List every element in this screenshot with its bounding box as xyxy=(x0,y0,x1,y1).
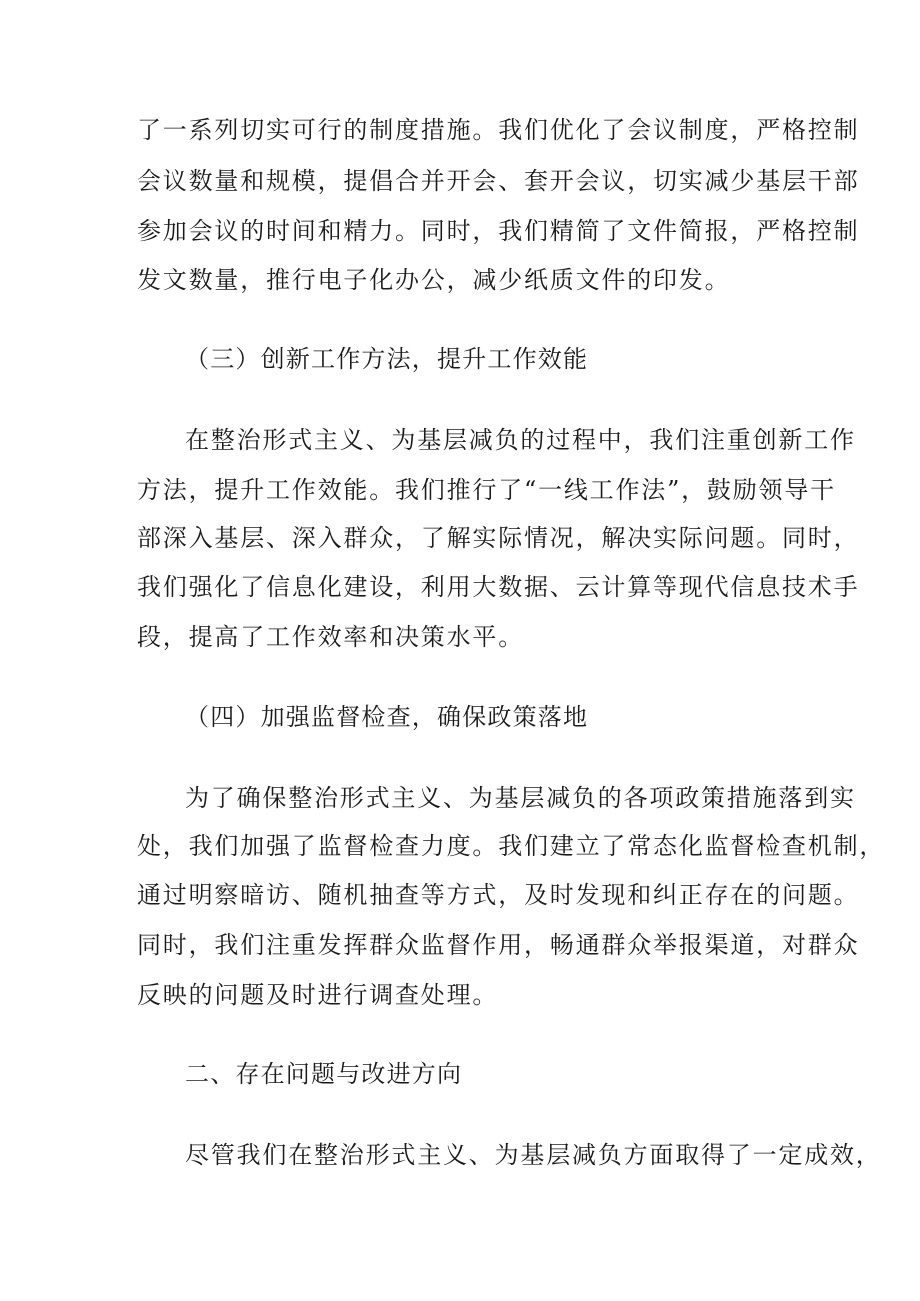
paragraph-line: 会议数量和规模，提倡合并开会、套开会议，切实减少基层干部 xyxy=(137,167,860,195)
paragraph-line: 了一系列切实可行的制度措施。我们优化了会议制度，严格控制 xyxy=(137,116,860,144)
paragraph-line: 部深入基层、深入群众，了解实际情况，解决实际问题。同时， xyxy=(137,524,860,552)
paragraph-line: 反映的问题及时进行调查处理。 xyxy=(137,981,499,1009)
paragraph-line: 参加会议的时间和精力。同时，我们精简了文件简报，严格控制 xyxy=(137,217,860,245)
paragraph-line: 同时，我们注重发挥群众监督作用，畅通群众举报渠道，对群众 xyxy=(137,931,860,959)
paragraph-line: 我们强化了信息化建设，利用大数据、云计算等现代信息技术手 xyxy=(137,573,860,601)
paragraph-line: 通过明察暗访、随机抽查等方式，及时发现和纠正存在的问题。 xyxy=(137,881,860,909)
paragraph-line: 方法，提升工作效能。我们推行了“一线工作法”，鼓励领导干 xyxy=(137,476,836,504)
section-heading-2: 二、存在问题与改进方向 xyxy=(185,1060,463,1088)
paragraph-line: 段，提高了工作效率和决策水平。 xyxy=(137,623,524,651)
section-heading-3: （三）创新工作方法，提升工作效能 xyxy=(185,345,589,373)
section-heading-4: （四）加强监督检查，确保政策落地 xyxy=(185,703,589,731)
paragraph-line: 处，我们加强了监督检查力度。我们建立了常态化监督检查机制， xyxy=(137,832,886,860)
paragraph-line: 尽管我们在整治形式主义、为基层减负方面取得了一定成效， xyxy=(185,1141,882,1169)
paragraph-line: 在整治形式主义、为基层减负的过程中，我们注重创新工作 xyxy=(185,426,856,454)
paragraph-line: 发文数量，推行电子化办公，减少纸质文件的印发。 xyxy=(137,266,731,294)
paragraph-line: 为了确保整治形式主义、为基层减负的各项政策措施落到实 xyxy=(185,784,856,812)
